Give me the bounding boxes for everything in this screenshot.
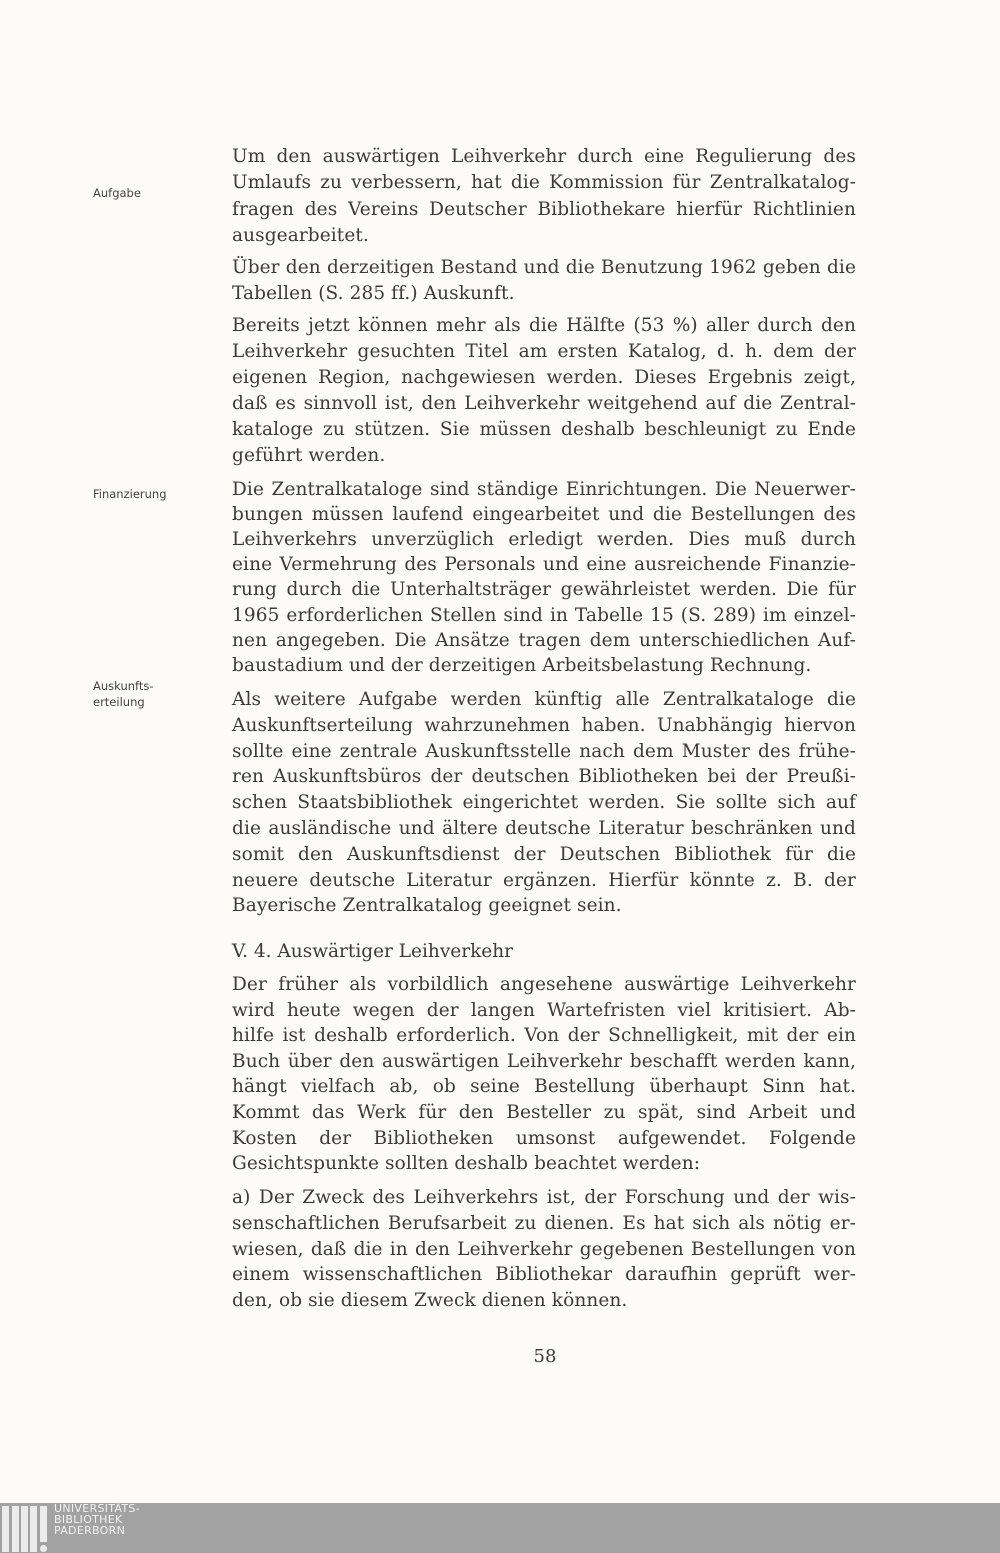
page-number: 58	[533, 1346, 557, 1367]
paragraph-line: Leihverkehrs unverzüglich erledigt werden. Dies muß durch	[232, 529, 856, 551]
paragraph-line: senschaftlichen Berufsarbeit zu dienen. Es hat sich als nötig er-	[232, 1212, 856, 1234]
paragraph-line: einem wissenschaftlichen Bibliothekar daraufhin geprüft wer-	[232, 1264, 856, 1286]
paragraph-line: Bayerische Zentralkatalog geeignet sein.	[232, 895, 622, 917]
paragraph-line: wiesen, daß die in den Leihverkehr gegebenen Bestellungen von	[232, 1238, 856, 1260]
paragraph-line: Die Zentralkataloge sind ständige Einrichtungen. Die Neuerwer-	[232, 479, 856, 500]
paragraph-line: geführt werden.	[232, 445, 386, 466]
paragraph-line: fragen des Vereins Deutscher Bibliothekare hierfür Richtlinien	[232, 198, 856, 220]
margin-note-finanzierung	[93, 486, 167, 502]
margin-note-line: Auskunfts-	[93, 679, 154, 693]
paragraph-line: Tabellen (S. 285 ff.) Auskunft.	[232, 283, 515, 304]
paragraph-line: a) Der Zweck des Leihverkehrs ist, der Forschung und der wis-	[232, 1187, 856, 1208]
paragraph-line: schen Staatsbibliothek eingerichtet werden. Sie sollte sich auf	[232, 792, 856, 814]
paragraph-line: kataloge zu stützen. Sie müssen deshalb beschleunigt zu Ende	[232, 419, 856, 440]
paragraph-line: ren Auskunftsbüros der deutschen Bibliotheken bei der Preußi-	[232, 766, 856, 788]
library-logo-text	[54, 1503, 140, 1536]
logo-line: UNIVERSITÄTS-	[54, 1502, 140, 1515]
paragraph-line: neuere deutsche Literatur ergänzen. Hierfür könnte z. B. der	[232, 869, 856, 891]
paragraph-line: Über den derzeitigen Bestand und die Benutzung 1962 geben die	[232, 257, 856, 278]
paragraph-line: Umlaufs zu verbessern, hat die Kommission für Zentralkatalog-	[232, 172, 856, 194]
paragraph-line: Kosten der Bibliotheken umsonst aufgewendet. Folgende	[232, 1127, 856, 1149]
paragraph-line: daß es sinnvoll ist, den Leihverkehr weitgehend auf die Zentral-	[232, 393, 856, 414]
paragraph-line: ausgearbeitet.	[232, 224, 369, 246]
paragraph-line: bungen müssen laufend eingearbeitet und die Bestellungen des	[232, 504, 856, 526]
paragraph-line: baustadium und der derzeitigen Arbeitsbelastung Rechnung.	[232, 654, 812, 676]
paragraph-line: eine Vermehrung des Personals und eine ausreichende Finanzie-	[232, 554, 856, 576]
margin-note-line: Aufgabe	[93, 186, 141, 200]
paragraph-line: Gesichtspunkte sollten deshalb beachtet werden:	[232, 1153, 701, 1175]
library-footer-banner	[0, 1503, 1000, 1553]
margin-note-aufgabe	[93, 185, 141, 201]
margin-note-line: erteilung	[93, 695, 145, 709]
paragraph-line: 1965 erforderlichen Stellen sind in Tabelle 15 (S. 289) im einzel-	[232, 604, 856, 626]
margin-note-line: Finanzierung	[93, 487, 167, 501]
paragraph-line: somit den Auskunftsdienst der Deutschen Bibliothek für die	[232, 843, 856, 865]
paragraph-line: hilfe ist deshalb erforderlich. Von der Schnelligkeit, mit der ein	[232, 1025, 856, 1047]
paragraph-line: Buch über den auswärtigen Leihverkehr beschafft werden kann,	[232, 1050, 856, 1072]
paragraph-line: die ausländische und ältere deutsche Literatur beschränken und	[232, 818, 856, 839]
paragraph-line: Auskunftserteilung wahrzunehmen haben. Unabhängig hiervon	[232, 714, 856, 736]
paragraph-line: nen angegeben. Die Ansätze tragen dem unterschiedlichen Auf-	[232, 629, 856, 651]
paragraph-line: rung durch die Unterhaltsträger gewährleistet werden. Die für	[232, 579, 856, 601]
margin-note-auskunftserteilung	[93, 678, 154, 710]
paragraph-line: Um den auswärtigen Leihverkehr durch eine Regulierung des	[232, 146, 856, 167]
paragraph-line: Bereits jetzt können mehr als die Hälfte (53 %) aller durch den	[232, 315, 856, 336]
paragraph-line: wird heute wegen der langen Wartefristen viel kritisiert. Ab-	[232, 999, 856, 1021]
paragraph-line: Als weitere Aufgabe werden künftig alle Zentralkataloge die	[232, 689, 856, 710]
paragraph-line: Leihverkehr gesuchten Titel am ersten Katalog, d. h. dem der	[232, 341, 856, 362]
logo-line: PADERBORN	[54, 1524, 126, 1537]
paragraph-line: Der früher als vorbildlich angesehene auswärtige Leihverkehr	[232, 974, 856, 995]
section-heading: V. 4. Auswärtiger Leihverkehr	[232, 941, 513, 962]
logo-line: BIBLIOTHEK	[54, 1513, 123, 1526]
paragraph-line: Kommt das Werk für den Besteller zu spät, sind Arbeit und	[232, 1102, 856, 1123]
paragraph-line: sollte eine zentrale Auskunftsstelle nach dem Muster des frühe-	[232, 740, 856, 762]
paragraph-line: hängt vielfach ab, ob seine Bestellung überhaupt Sinn hat.	[232, 1076, 856, 1098]
paragraph-line: eigenen Region, nachgewiesen werden. Dieses Ergebnis zeigt,	[232, 367, 856, 388]
paragraph-line: den, ob sie diesem Zweck dienen können.	[232, 1290, 628, 1312]
